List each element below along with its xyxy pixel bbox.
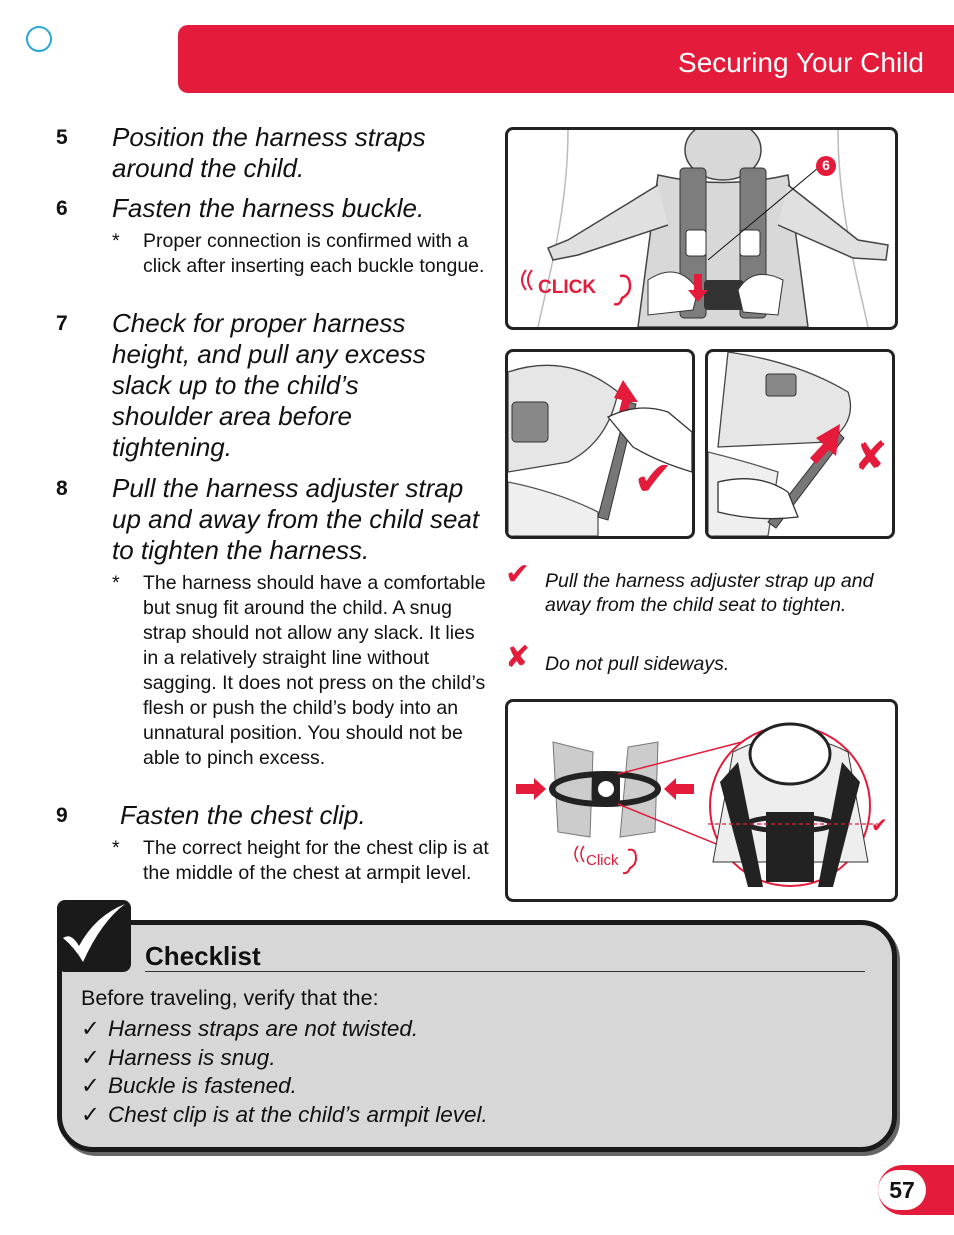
click-label: CLICK xyxy=(538,277,597,298)
step-text: Fasten the harness buckle. xyxy=(112,193,425,223)
illustration-buckle-harness xyxy=(505,127,898,330)
correct-pull-drawing xyxy=(508,352,692,536)
step-6-badge: 6 xyxy=(822,157,830,173)
checkmark-icon: ✔ xyxy=(505,558,531,591)
note-bullet: * xyxy=(112,837,120,859)
checklist-item: ✓ Harness straps are not twisted. xyxy=(81,1015,488,1044)
step-text: Pull the harness adjuster strap up and away from the child seat to tighten the harness. xyxy=(112,473,480,565)
svg-text:✔: ✔ xyxy=(871,813,888,837)
checklist-badge xyxy=(57,900,131,972)
step-6 xyxy=(56,193,496,224)
note-bullet: * xyxy=(112,572,120,594)
checklist-item: ✓ Chest clip is at the child’s armpit level. xyxy=(81,1101,488,1130)
checklist-items xyxy=(81,1015,488,1129)
step-number: 8 xyxy=(56,477,68,500)
step-7 xyxy=(56,308,496,463)
page-number: 57 xyxy=(878,1170,926,1210)
header-bar xyxy=(178,25,954,93)
note-text: The harness should have a comfortable but snug fit around the child. A snug strap should not allow any slack. It lies in a relatively straight line without sagging. It does not press on the child’s flesh or push the child’s body into an unnatural position. You should not be able to pinch excess. xyxy=(143,572,486,769)
checklist-item: ✓ Buckle is fastened. xyxy=(81,1072,488,1101)
incorrect-pull-drawing xyxy=(708,352,892,536)
step-text: Position the harness straps around the child. xyxy=(112,122,426,183)
checklist-item: ✓ Harness is snug. xyxy=(81,1044,488,1073)
step-number: 7 xyxy=(56,312,68,335)
step-number: 5 xyxy=(56,126,68,149)
check-icon: ✓ xyxy=(81,1073,100,1099)
check-icon: ✓ xyxy=(81,1101,100,1127)
step-8 xyxy=(56,473,496,566)
illustration-incorrect-pull xyxy=(705,349,895,539)
checklist-intro: Before traveling, verify that the: xyxy=(81,986,379,1010)
step-5 xyxy=(56,122,496,184)
step-number: 6 xyxy=(56,197,68,220)
svg-text:✔: ✔ xyxy=(633,451,674,507)
illustration-chest-clip xyxy=(505,699,898,902)
note-chest-clip-height xyxy=(112,836,490,886)
step-text: Check for proper harness height, and pull any excess slack up to the child’s shoulder area before tightening. xyxy=(112,308,426,462)
note-bullet: * xyxy=(112,230,120,252)
legend-text: Do not pull sideways. xyxy=(545,653,730,675)
svg-text:✘: ✘ xyxy=(854,434,888,480)
x-mark-icon: ✘ xyxy=(505,641,531,674)
step-number: 9 xyxy=(56,804,68,827)
illustration-correct-pull xyxy=(505,349,695,539)
legend-correct xyxy=(505,558,885,617)
note-click-confirmation xyxy=(112,229,490,279)
check-icon: ✓ xyxy=(81,1016,100,1041)
chest-clip-drawing xyxy=(508,702,895,899)
note-text: Proper connection is confirmed with a click after inserting each buckle tongue. xyxy=(143,230,485,277)
note-snug-fit xyxy=(112,571,490,771)
legend-text: Pull the harness adjuster strap up and away from the child seat to tighten. xyxy=(545,570,874,616)
legend-incorrect xyxy=(505,641,885,676)
checklist-divider xyxy=(145,971,865,972)
step-text: Fasten the chest clip. xyxy=(120,800,366,830)
note-text: The correct height for the chest clip is at the middle of the chest at armpit level. xyxy=(143,837,489,884)
step-9 xyxy=(56,800,496,831)
check-icon: ✓ xyxy=(81,1044,100,1070)
corner-circle xyxy=(26,26,52,52)
page-title: Securing Your Child xyxy=(678,47,924,78)
click-label-small: Click xyxy=(586,852,619,869)
big-checkmark-icon xyxy=(57,900,131,972)
checklist-heading: Checklist xyxy=(145,941,261,971)
